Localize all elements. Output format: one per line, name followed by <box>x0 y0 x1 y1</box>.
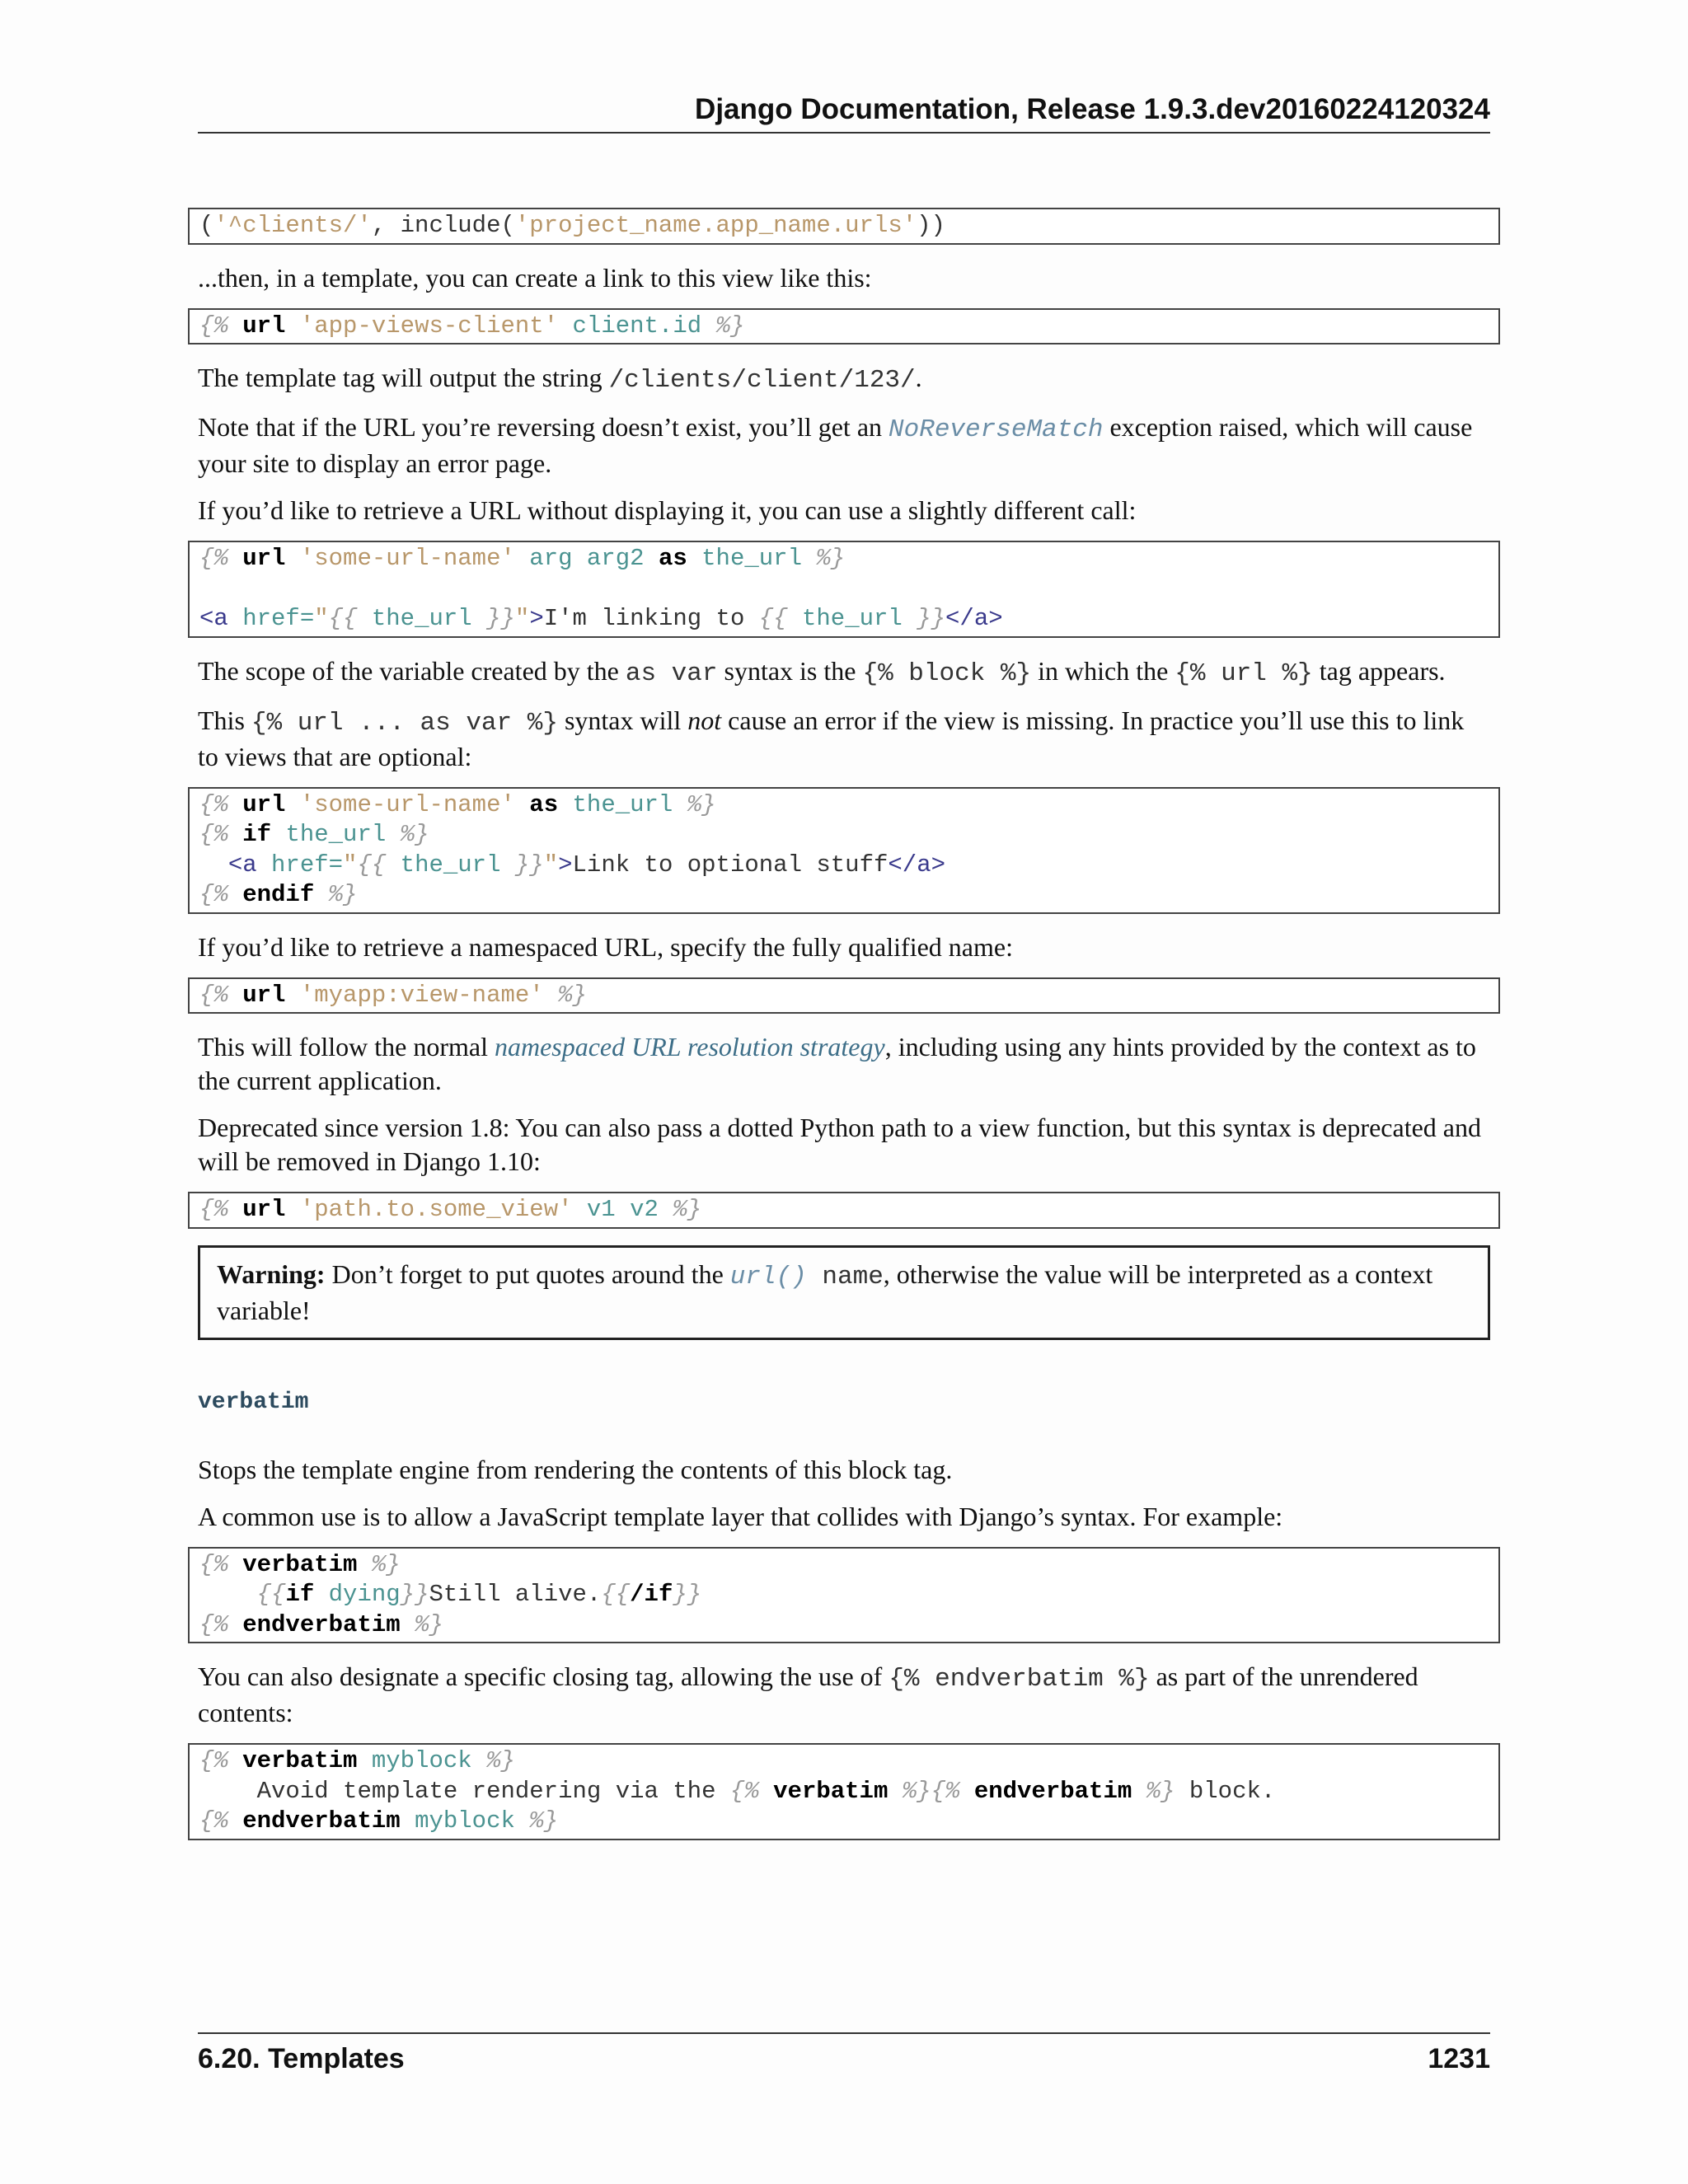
code-block-optional <box>188 787 1500 914</box>
document-title: Django Documentation, Release 1.9.3.dev20160224120324 <box>695 93 1490 125</box>
code-delim: {% <box>199 821 228 848</box>
code-delim: %} <box>415 1610 443 1638</box>
text: , otherwise the value will be interpreted as a context variable! <box>217 1258 1433 1325</box>
code-delim: {% <box>199 790 228 818</box>
code-delim: {{ <box>601 1581 631 1608</box>
code-delim: }} <box>486 605 515 632</box>
code-keyword: /if <box>630 1581 673 1608</box>
text: This <box>198 705 251 735</box>
paragraph-common-use: A common use is to allow a JavaScript template layer that collides with Django’s syntax. For example: <box>198 1501 1283 1531</box>
code-delim: %} <box>1146 1777 1175 1805</box>
paragraph-retrieve: If you’d like to retrieve a URL without displaying it, you can use a slightly different call: <box>198 495 1137 525</box>
code-keyword: endverbatim <box>973 1777 1132 1805</box>
code-variable: the_url <box>572 790 673 818</box>
code-token: , include( <box>371 212 515 239</box>
namespaced-url-resolution-link[interactable]: namespaced URL resolution strategy <box>494 1032 885 1062</box>
code-attr: href= <box>271 851 344 879</box>
warning-box <box>198 1245 1490 1340</box>
paragraph-designate <box>198 1660 1490 1730</box>
code-delim: %} <box>486 1747 515 1774</box>
code-block-verbatim <box>188 1547 1500 1644</box>
code-variable: v1 v2 <box>586 1196 659 1223</box>
text: Don’t forget to put quotes around the <box>325 1258 730 1289</box>
code-keyword: url <box>242 981 286 1009</box>
code-block-url-tag <box>188 308 1500 345</box>
noreversematch-link[interactable]: NoReverseMatch <box>889 415 1104 444</box>
page-footer <box>198 2032 1490 2077</box>
code-string: 'app-views-client' <box>299 312 559 340</box>
text: . <box>915 363 922 392</box>
code-delim: {{ <box>357 851 387 879</box>
code-string: " <box>343 851 358 879</box>
code-delim: {{ <box>758 605 788 632</box>
code-delim: {% <box>199 881 228 908</box>
code-delim: {% <box>199 1610 228 1638</box>
code-tag: </a> <box>888 851 946 879</box>
inline-code: {% block %} <box>862 658 1032 688</box>
text: You can also designate a specific closing tag, allowing the use of <box>198 1661 889 1691</box>
code-variable: the_url <box>285 821 387 848</box>
code-delim: {% <box>199 1550 228 1578</box>
code-string: 'project_name.app_name.urls' <box>514 212 917 239</box>
code-delim: }} <box>514 851 544 879</box>
code-delim: %} <box>687 790 716 818</box>
code-keyword: if <box>285 1581 315 1608</box>
code-text: block. <box>1175 1777 1276 1805</box>
paragraph-then: ...then, in a template, you can create a link to this view like this: <box>198 262 872 293</box>
code-tag: </a> <box>945 605 1003 632</box>
section-heading-verbatim: verbatim <box>198 1389 309 1415</box>
code-keyword: verbatim <box>242 1550 358 1578</box>
code-text: Link to optional stuff <box>572 851 889 879</box>
code-delim: {{ <box>328 605 358 632</box>
code-keyword: endif <box>242 881 315 908</box>
text: Note that if the URL you’re reversing doesn’t exist, you’ll get an <box>198 412 889 442</box>
text: , including using any hints provided by the context as to the current application. <box>198 1032 1476 1095</box>
inline-code: as var <box>625 658 718 688</box>
code-delim: {% <box>199 312 228 340</box>
code-delim: }} <box>673 1581 702 1608</box>
code-delim: {{ <box>256 1581 286 1608</box>
code-token: ( <box>199 212 214 239</box>
paragraph-scope <box>198 654 1490 691</box>
code-delim: }} <box>400 1581 429 1608</box>
code-delim: %} <box>328 881 358 908</box>
page-number: 1231 <box>1428 2043 1490 2074</box>
code-delim: {% <box>199 981 228 1009</box>
code-text: Avoid template rendering via the <box>256 1777 730 1805</box>
code-block-namespaced <box>188 977 1500 1015</box>
code-variable: the_url <box>400 851 501 879</box>
code-indent <box>199 1581 257 1608</box>
code-delim: %} <box>902 1777 931 1805</box>
code-delim: %} <box>673 1196 702 1223</box>
inline-code: {% endverbatim %} <box>889 1665 1150 1694</box>
code-block-urlconf <box>188 208 1500 245</box>
code-keyword: url <box>242 790 286 818</box>
code-tag: > <box>558 851 573 879</box>
code-string: " <box>514 605 530 632</box>
code-keyword: as <box>529 790 559 818</box>
inline-code: /clients/client/123/ <box>608 366 916 395</box>
code-indent <box>199 1778 257 1805</box>
code-delim: {% <box>199 545 228 572</box>
text: syntax is the <box>717 655 863 686</box>
code-delim: %} <box>715 312 745 340</box>
inline-code: {% url %} <box>1175 658 1313 688</box>
footer-section: 6.20. Templates <box>198 2043 405 2074</box>
text: The scope of the variable created by the <box>198 655 626 686</box>
emphasis: not <box>687 705 722 735</box>
text: syntax will <box>557 705 688 735</box>
code-string: 'some-url-name' <box>299 790 515 818</box>
code-variable: dying <box>328 1581 401 1608</box>
code-delim: }} <box>917 605 946 632</box>
code-keyword: verbatim <box>242 1747 358 1774</box>
code-delim: {% <box>729 1777 759 1805</box>
text: exception raised, which will cause your site to display an error page. <box>198 412 1473 478</box>
page-header <box>198 89 1490 134</box>
url-function-link[interactable]: url() <box>729 1262 807 1291</box>
code-token: )) <box>917 212 945 239</box>
paragraph-output <box>198 361 1490 397</box>
code-variable: myblock <box>415 1807 515 1835</box>
inline-code: name <box>806 1262 884 1291</box>
code-text: Still alive. <box>429 1581 602 1608</box>
code-variable: the_url <box>801 605 903 632</box>
code-keyword: url <box>242 1196 286 1223</box>
text: in which the <box>1031 655 1175 686</box>
code-variable: the_url <box>701 545 802 572</box>
code-indent <box>199 851 228 879</box>
paragraph-note <box>198 410 1490 480</box>
code-delim: {% <box>199 1747 228 1774</box>
text: The template tag will output the string <box>198 363 609 392</box>
text: This will follow the normal <box>198 1032 495 1062</box>
code-text: I'm linking to <box>543 605 759 632</box>
code-string: " <box>543 851 559 879</box>
code-delim: {% <box>199 1807 228 1835</box>
code-string: 'myapp:view-name' <box>299 981 544 1009</box>
code-string: " <box>314 605 329 632</box>
code-variable: the_url <box>371 605 472 632</box>
code-keyword: endverbatim <box>242 1610 401 1638</box>
code-keyword: as <box>658 545 687 572</box>
paragraph-namespaced: If you’d like to retrieve a namespaced URL, specify the fully qualified name: <box>198 931 1013 962</box>
text: tag appears. <box>1312 655 1446 686</box>
code-block-dotted-path <box>188 1192 1500 1229</box>
code-delim: %} <box>816 545 846 572</box>
code-tag: <a <box>199 605 228 632</box>
code-block-as-var <box>188 541 1500 638</box>
code-delim: {% <box>931 1777 960 1805</box>
code-keyword: endverbatim <box>242 1807 401 1835</box>
paragraph-stops: Stops the template engine from rendering the contents of this block tag. <box>198 1454 953 1484</box>
code-delim: %} <box>529 1807 559 1835</box>
code-tag: <a <box>227 851 257 879</box>
code-tag: > <box>529 605 544 632</box>
code-keyword: if <box>242 821 272 848</box>
code-delim: %} <box>371 1550 401 1578</box>
code-attr: href= <box>242 605 315 632</box>
paragraph-this-syntax <box>198 704 1490 774</box>
code-string: '^clients/' <box>213 212 372 239</box>
text: as part of the unrendered contents: <box>198 1661 1418 1727</box>
warning-text <box>217 1258 1471 1328</box>
code-delim: %} <box>400 821 429 848</box>
code-keyword: verbatim <box>773 1777 889 1805</box>
code-block-verbatim-myblock <box>188 1743 1500 1840</box>
warning-label: Warning: <box>217 1258 326 1289</box>
inline-code: {% url ... as var %} <box>251 708 558 738</box>
page-content <box>198 208 1490 1857</box>
code-string: 'path.to.some_view' <box>299 1196 573 1223</box>
code-variable: myblock <box>371 1747 472 1774</box>
code-keyword: url <box>242 545 286 572</box>
code-variable: client.id <box>572 312 702 340</box>
text: cause an error if the view is missing. In practice you’ll use this to link to views that are optional: <box>198 705 1465 771</box>
paragraph-follow <box>198 1030 1490 1098</box>
code-string: 'some-url-name' <box>299 545 515 572</box>
code-delim: %} <box>558 981 587 1009</box>
code-variable: arg arg2 <box>529 545 645 572</box>
paragraph-deprecated: Deprecated since version 1.8: You can also pass a dotted Python path to a view function, but this syntax is deprecated and will be removed in Django 1.10: <box>198 1113 1481 1176</box>
code-delim: {% <box>199 1196 228 1223</box>
code-keyword: url <box>242 312 286 340</box>
